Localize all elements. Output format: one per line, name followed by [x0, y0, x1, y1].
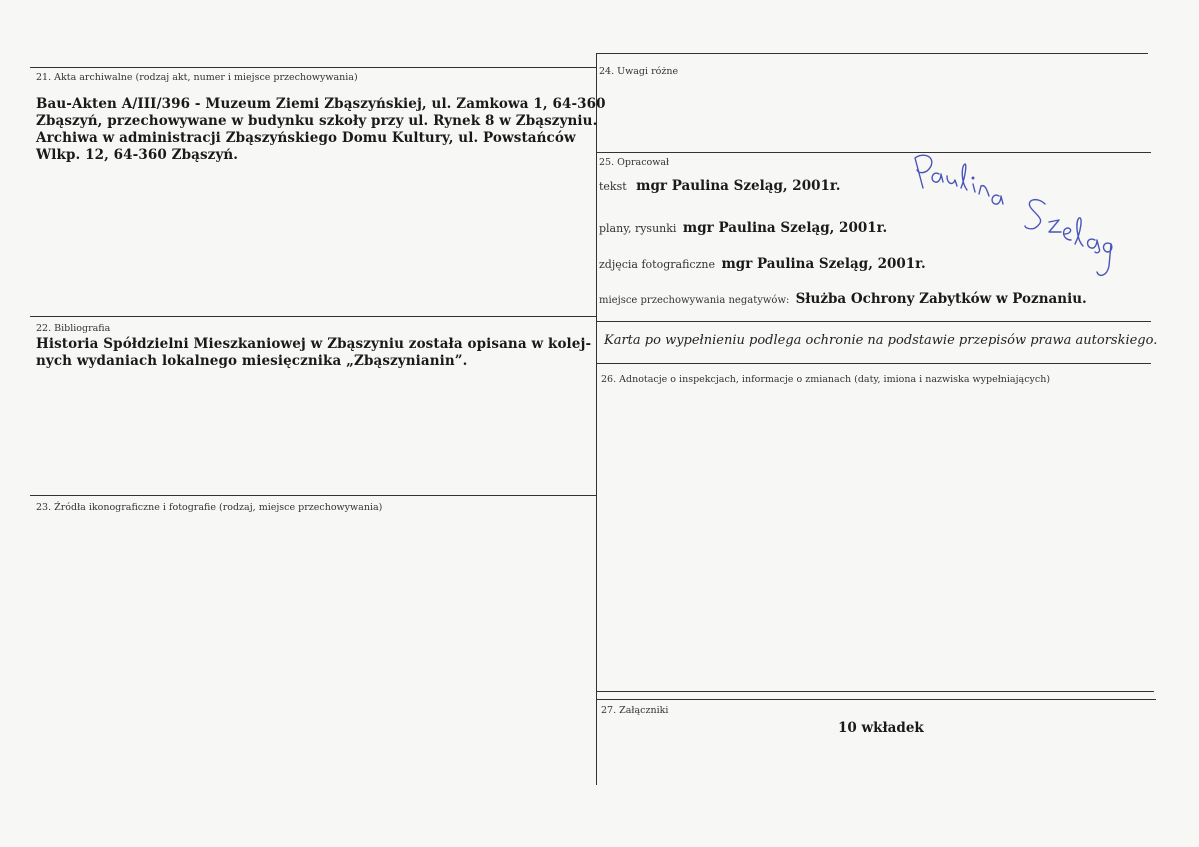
center-divider [596, 53, 597, 785]
section-22-line: Historia Spółdzielni Mieszkaniowej w Zbąszyniu została opisana w kolej- [36, 336, 592, 352]
divider-26-27-lower [596, 699, 1156, 700]
negatives-value: Służba Ochrony Zabytków w Poznaniu. [795, 291, 1087, 307]
section-23-label: 23. Źródła ikonograficzne i fotografie (rodzaj, miejsce przechowywania) [36, 502, 383, 513]
section-25-photos-row [599, 256, 926, 272]
photos-label: zdjęcia fotograficzne [599, 258, 715, 271]
top-border-left [30, 67, 596, 68]
section-27-label: 27. Załączniki [601, 705, 669, 716]
top-border-right [596, 53, 1148, 54]
section-25-negatives-row [599, 291, 1087, 307]
negatives-label: miejsce przechowywania negatywów: [599, 295, 790, 306]
divider-25-note [596, 321, 1151, 322]
text-label: tekst [599, 180, 627, 193]
divider-21-22 [30, 316, 596, 317]
section-21-line: Archiwa w administracji Zbąszyńskiego Domu Kultury, ul. Powstańców [36, 130, 576, 146]
section-25-label: 25. Opracował [599, 157, 670, 168]
plans-label: plany, rysunki [599, 222, 677, 235]
section-25-text-row [599, 178, 840, 194]
section-21-line: Bau-Akten A/III/396 - Muzeum Ziemi Zbąszyńskiej, ul. Zamkowa 1, 64-360 [36, 96, 606, 112]
attachments-value: 10 wkładek [838, 720, 924, 736]
section-22-label: 22. Bibliografia [36, 323, 111, 334]
section-22-line: nych wydaniach lokalnego miesięcznika „Zbąszynianin”. [36, 353, 468, 369]
section-25-plans-row [599, 220, 887, 236]
copyright-note: Karta po wypełnieniu podlega ochronie na podstawie przepisów prawa autorskiego. [604, 333, 1158, 348]
section-21-line: Zbąszyń, przechowywane w budynku szkoły przy ul. Rynek 8 w Zbąszyniu. [36, 113, 598, 129]
section-24-label: 24. Uwagi różne [599, 66, 679, 77]
photos-value: mgr Paulina Szeląg, 2001r. [721, 256, 926, 272]
section-21-line: Wlkp. 12, 64-360 Zbąszyń. [36, 147, 239, 163]
divider-note-26 [596, 363, 1151, 364]
text-value: mgr Paulina Szeląg, 2001r. [636, 178, 841, 194]
divider-22-23 [30, 495, 596, 496]
plans-value: mgr Paulina Szeląg, 2001r. [682, 220, 888, 236]
section-26-label: 26. Adnotacje o inspekcjach, informacje o zmianach (daty, imiona i nazwiska wypełniających) [601, 374, 1051, 385]
handwritten-signature [905, 150, 1120, 290]
section-21-label: 21. Akta archiwalne (rodzaj akt, numer i miejsce przechowywania) [36, 72, 358, 83]
divider-26-27 [596, 691, 1154, 692]
